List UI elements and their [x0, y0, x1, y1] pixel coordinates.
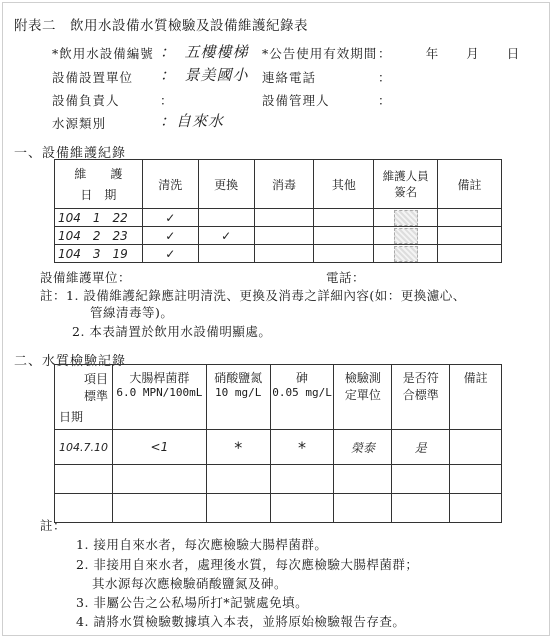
pass-header: [392, 365, 450, 430]
arsenic-header: [270, 365, 334, 430]
row-lab: 榮泰: [334, 430, 392, 465]
row-replace: ✓: [198, 227, 254, 245]
section2-note-1: 1. 接用自來水者，每次應檢驗大腸桿菌群。: [76, 537, 328, 552]
row-remark: [450, 430, 502, 465]
standard-header: 標準: [83, 388, 108, 403]
empty-cell: [334, 494, 392, 523]
section1-note-1-cont: 管線清毒等)。: [90, 305, 174, 320]
maintenance-unit-label: 設備維護單位：: [40, 270, 132, 285]
row-replace: [198, 245, 254, 263]
source-label: 水源類別: [52, 116, 107, 131]
empty-cell: [55, 465, 113, 494]
form-title: 附表二 飲用水設備水質檢驗及設備維護紀錄表: [14, 18, 308, 34]
empty-cell: [450, 465, 502, 494]
remark-header: 備註: [438, 160, 502, 209]
source-value: ：自來水: [160, 112, 225, 130]
row-clean: ✓: [142, 209, 198, 227]
expiry-value: ： 年 月 日: [378, 46, 521, 61]
empty-cell: [450, 494, 502, 523]
remark-header: 備註: [450, 365, 502, 430]
signature-stamp: [394, 210, 418, 226]
replace-header: 更換: [198, 160, 254, 209]
section1-note-2: 2. 本表請置於飲用水設備明顯處。: [72, 324, 272, 339]
table-row: [55, 494, 502, 523]
section2-note-2: 2. 非接用自來水者，處理後水質，每次應檢驗大腸桿菌群；: [76, 557, 419, 572]
person-label: 設備負責人: [52, 93, 120, 108]
nitrate-header: [206, 365, 270, 430]
device-no-value: ： 五樓樓梯: [160, 43, 249, 61]
row-pass: 是: [392, 430, 450, 465]
date-header-top: 維 護: [74, 167, 123, 181]
maintenance-table: [54, 159, 502, 263]
row-date: 104.7.10: [55, 430, 113, 465]
section2-notes-label: 註：: [40, 518, 67, 533]
signer-header-text: 維護人員簽名: [382, 169, 429, 199]
empty-cell: [270, 494, 334, 523]
table-row: [55, 430, 502, 465]
row-date: 104 1 22: [55, 209, 143, 227]
device-no-label: *飲用水設備編號: [52, 46, 154, 61]
nitrate-standard: 10 mg/L: [215, 386, 262, 399]
signature-stamp: [394, 246, 418, 262]
row-coliform: <1: [112, 430, 206, 465]
row-disinfect: [254, 227, 314, 245]
table-row: [55, 245, 502, 263]
empty-cell: [334, 465, 392, 494]
empty-cell: [206, 494, 270, 523]
row-date: 104 3 19: [55, 245, 143, 263]
row-arsenic: *: [270, 430, 334, 465]
arsenic-name: 砷: [296, 371, 309, 385]
signer-header: [374, 160, 438, 209]
row-signature: [374, 227, 438, 245]
person-value: ：: [160, 93, 174, 108]
row-other: [314, 227, 374, 245]
table-row: [55, 465, 502, 494]
maintenance-header-row: [55, 160, 502, 209]
manager-value: ：: [378, 93, 392, 108]
arsenic-standard: 0.05 mg/L: [272, 386, 332, 399]
item-header: 項目: [83, 371, 108, 386]
empty-cell: [392, 494, 450, 523]
section1-heading: 一、設備維護紀錄: [14, 146, 127, 161]
row-other: [314, 209, 374, 227]
disinfect-header: 消毒: [254, 160, 314, 209]
section2-note-4: 4. 請將水質檢驗數據填入本表，並將原始檢驗報告存查。: [76, 614, 406, 629]
row-remark: [438, 227, 502, 245]
lab-header-text: 檢驗測定單位: [344, 371, 381, 402]
row-signature: [374, 245, 438, 263]
lab-header: [334, 365, 392, 430]
row-remark: [438, 209, 502, 227]
row-signature: [374, 209, 438, 227]
empty-cell: [206, 465, 270, 494]
date-header: [55, 160, 143, 209]
unit-value: ： 景美國小: [160, 66, 249, 84]
empty-cell: [392, 465, 450, 494]
table-row: [55, 227, 502, 245]
section2-heading: 二、水質檢驗記錄: [14, 354, 127, 369]
phone-value: ：: [378, 70, 392, 85]
empty-cell: [112, 465, 206, 494]
water-header-row: [55, 365, 502, 430]
water-quality-table: [54, 364, 502, 523]
table-row: [55, 209, 502, 227]
nitrate-name: 硝酸鹽氮: [214, 371, 263, 385]
section2-note-3: 3. 非屬公告之公私場所打*記號處免填。: [76, 595, 309, 610]
row-remark: [438, 245, 502, 263]
item-standard-date-header: [55, 365, 113, 430]
row-date: 104 2 23: [55, 227, 143, 245]
row-clean: ✓: [142, 227, 198, 245]
date-header-bottom: 日 期: [80, 188, 117, 202]
date-header: 日期: [59, 409, 84, 424]
section1-note-1: 註：1. 設備維護紀錄應註明清洗、更換及消毒之詳細內容(如：更換濾心、: [40, 288, 466, 303]
maintenance-phone-label: 電話：: [326, 270, 366, 285]
expiry-label: *公告使用有效期間: [262, 46, 378, 61]
row-replace: [198, 209, 254, 227]
coliform-header: [112, 365, 206, 430]
empty-cell: [270, 465, 334, 494]
signature-stamp: [394, 228, 418, 244]
phone-label: 連絡電話: [262, 70, 317, 85]
manager-label: 設備管理人: [262, 93, 330, 108]
row-other: [314, 245, 374, 263]
pass-header-text: 是否符合標準: [402, 371, 439, 402]
row-clean: ✓: [142, 245, 198, 263]
section2-note-2-cont: 其水源每次應檢驗硝酸鹽氮及砷。: [92, 576, 288, 591]
coliform-standard: 6.0 MPN/100mL: [116, 386, 203, 399]
unit-label: 設備設置單位: [52, 70, 134, 85]
empty-cell: [112, 494, 206, 523]
other-header: 其他: [314, 160, 374, 209]
row-disinfect: [254, 245, 314, 263]
row-disinfect: [254, 209, 314, 227]
coliform-name: 大腸桿菌群: [129, 371, 190, 385]
clean-header: 清洗: [142, 160, 198, 209]
row-nitrate: *: [206, 430, 270, 465]
